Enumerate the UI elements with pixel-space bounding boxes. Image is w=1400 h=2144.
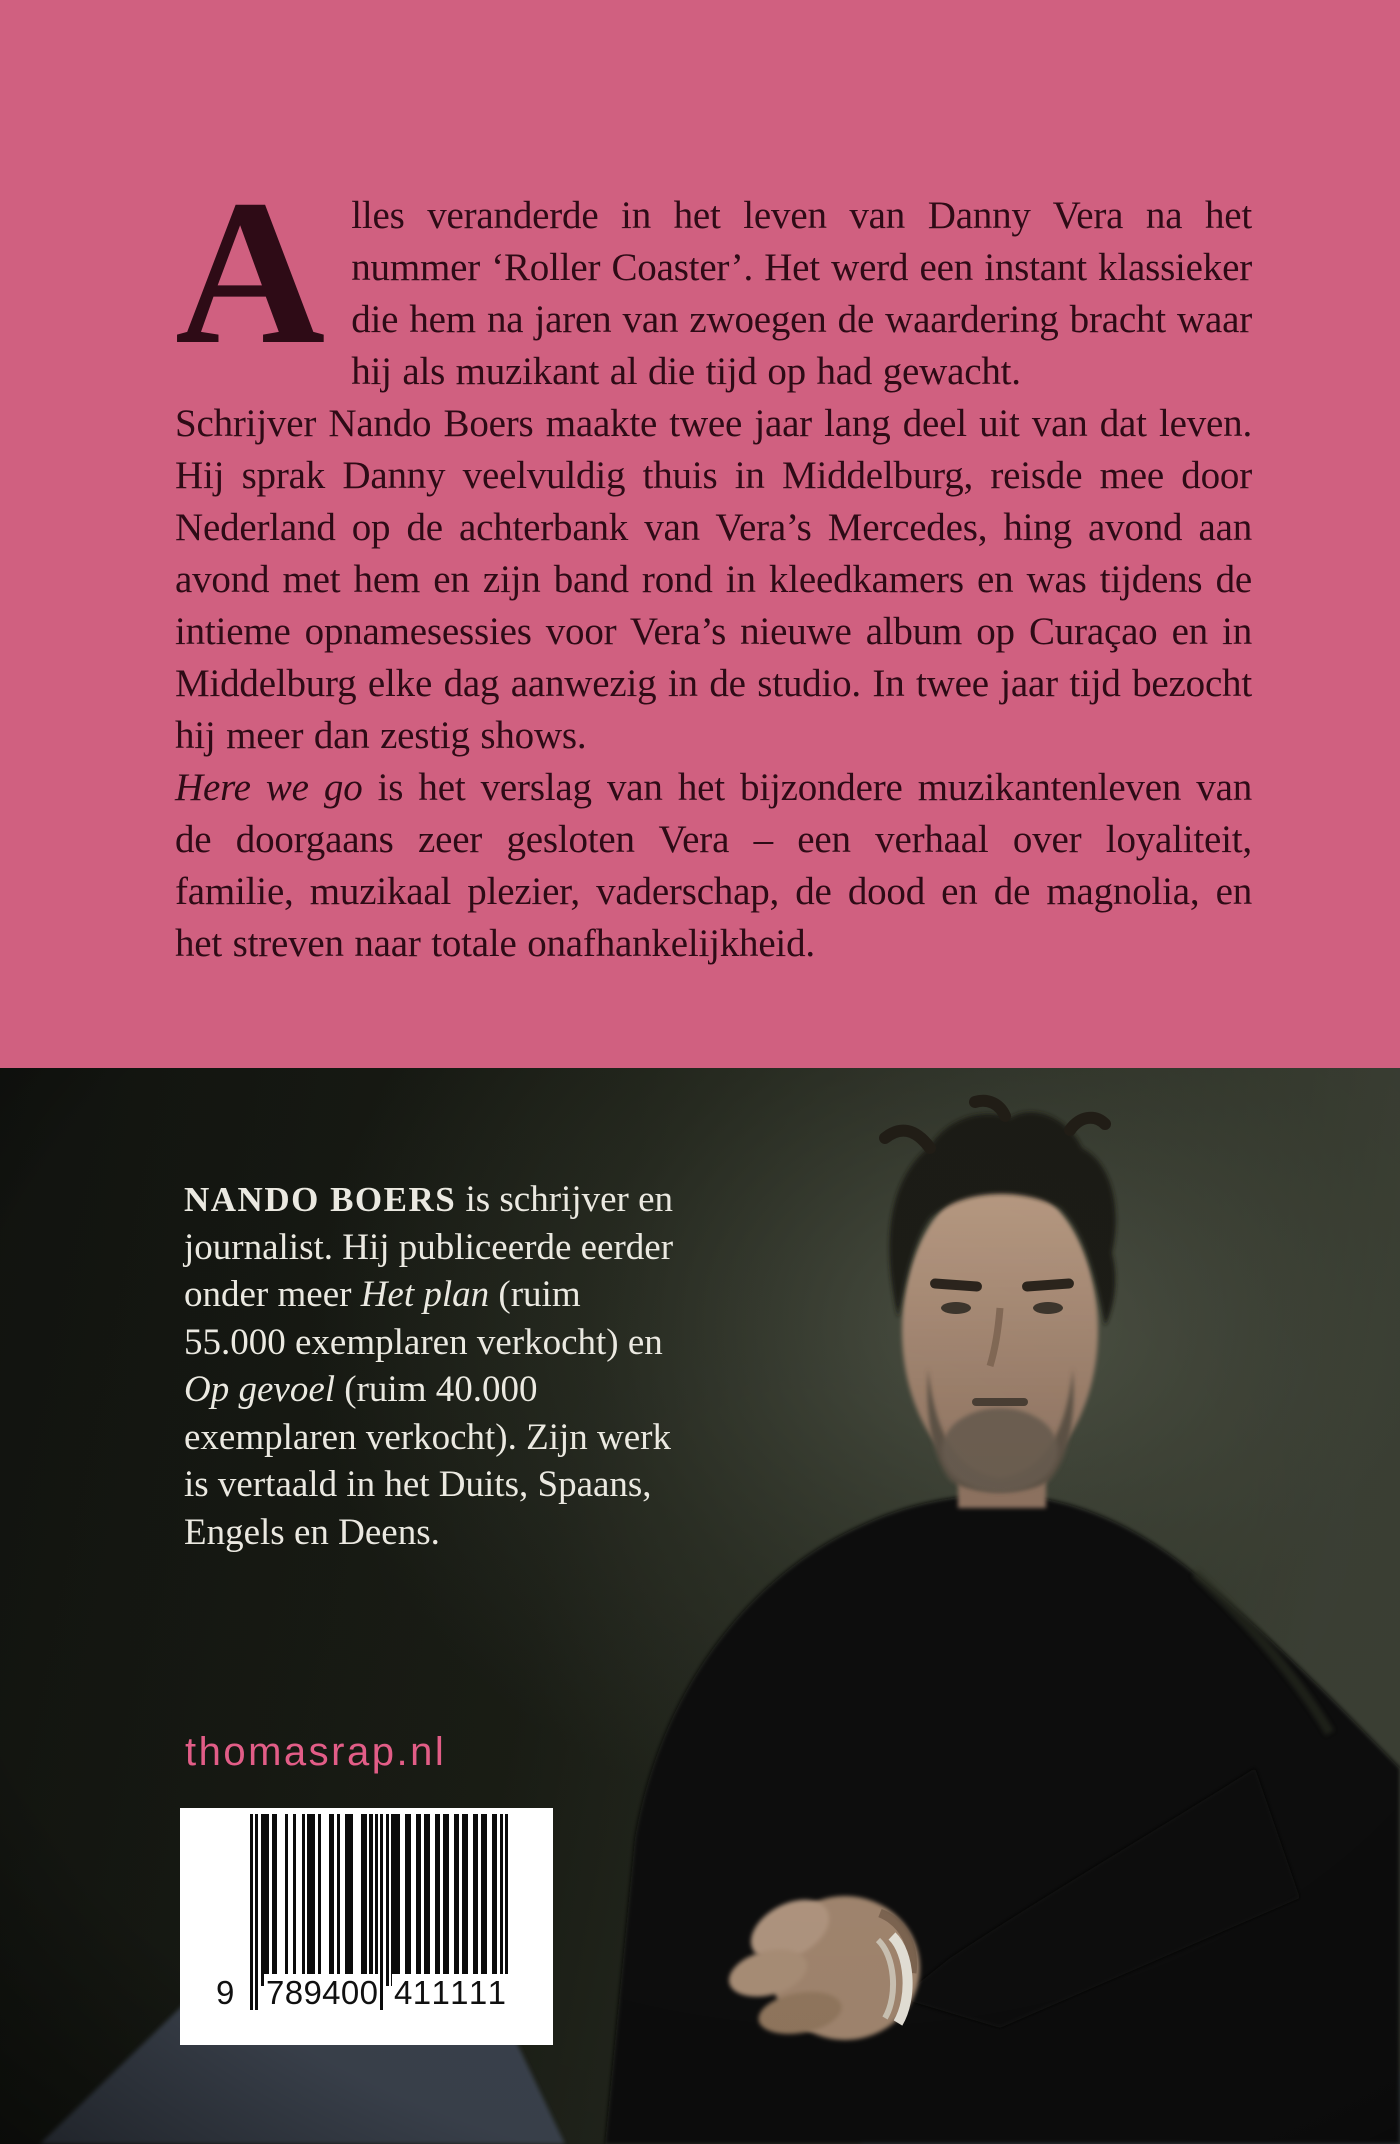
ean-digit-group-left: 7 8 9 4 0 0: [264, 1974, 380, 2012]
author-bio: [184, 1176, 676, 1556]
barcode-digits: [180, 1808, 553, 2045]
bio-book-title-1: Het plan: [360, 1274, 490, 1315]
dropcap-letter: A: [175, 157, 326, 387]
ean-digit-first: 9: [216, 1974, 235, 2011]
blurb-paragraph-2: Schrijver Nando Boers maakte twee jaar lang deel uit van dat leven. Hij sprak Danny veelvuldig thuis in Middelburg, reisde mee door Nederland op de achterbank van Vera’s Mercedes, hing avond aan avond met hem en zijn band rond in kleedkamers en was tijdens de intieme opnamesessies voor Vera’s nieuwe album op Curaçao en in Middelburg elke dag aanwezig in de studio. In twee jaar tijd bezocht hij meer dan zestig shows.: [175, 402, 1252, 757]
book-title-italic: Here we go: [175, 766, 363, 809]
blurb-section: [0, 0, 1400, 1068]
bio-book-title-2: Op gevoel: [184, 1369, 336, 1410]
bio-text-3: (ruim 40.000 exemplaren verkocht). Zijn werk is vertaald in het Duits, Spaans, Engels en Deens.: [184, 1369, 671, 1553]
photo-section: [0, 1068, 1400, 2144]
blurb-paragraph-1: [175, 157, 1252, 398]
blurb-paragraph-3: [175, 762, 1252, 970]
barcode: [180, 1808, 553, 2045]
author-name: NANDO BOERS: [184, 1180, 457, 1219]
blurb-paragraph-1-text: lles veranderde in het leven van Danny Vera na het nummer ‘Roller Coaster’. Het werd een instant klassieker die hem na jaren van zwoegen de waardering bracht waar hij als muzikant al die tijd op had gewacht.: [351, 194, 1252, 393]
bio-text-2: (ruim 55.000 exemplaren verkocht) en: [184, 1274, 663, 1363]
blurb-text: [175, 157, 1252, 970]
blurb-paragraph-3-text: is het verslag van het bijzondere muzikantenleven van de doorgaans zeer gesloten Vera – een verhaal over loyaliteit, familie, muzikaal plezier, vaderschap, de dood en de magnolia, en het streven naar totale onafhankelijkheid.: [175, 766, 1252, 965]
publisher-url: thomasrap.nl: [185, 1730, 447, 1774]
ean-digit-group-right: 4 1 1 1 1 1: [392, 1974, 508, 2012]
bio-text-1: is schrijver en journalist. Hij publiceerde eerder onder meer: [184, 1179, 674, 1315]
